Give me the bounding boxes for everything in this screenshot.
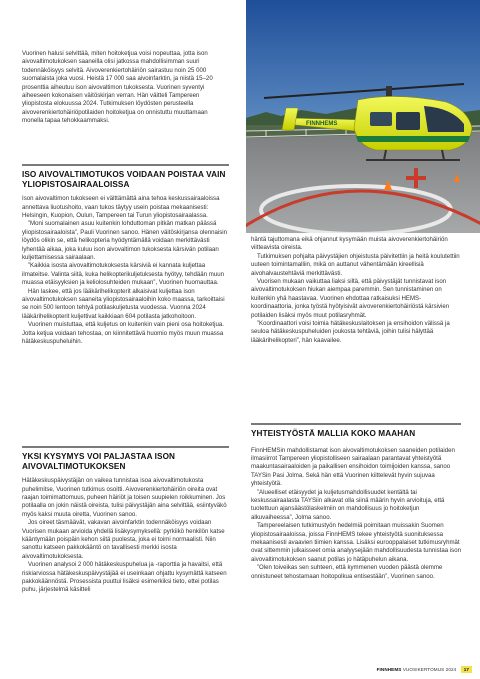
footer-brand: FINNHEMS — [376, 667, 402, 672]
section-divider — [22, 164, 229, 166]
page-footer — [377, 666, 472, 673]
section-3-paragraph: FinnHEMSin mahdollistamat ison aivovaltimotukoksen saaneiden potilaiden ilmasiirrot Tampereen yliopistolliseen sairaalaan parantavat yhteistyötä maakuntasairaaloiden ja paikallisen ensihoidon toimijoiden kanssa, sanoo TAYSin Pasi Jolma. Sekä hän että Vuorinen kiittelevät hyvin sujuvaa yhteistyötä. — [251, 446, 455, 488]
section-3-paragraph: ”Alueelliset etäisyydet ja kuljetusmahdollisuudet kentältä tai keskussairaalasta TAYSiin alkavat olla siinä määrin hyvin arvioituja, että tuotettuun ajansäästölaskelmiin on mahdollisuus jo hoitoketjun alkuvaiheessa”, Jolma sanoo. — [251, 488, 445, 521]
section-3 — [251, 423, 461, 581]
section-1 — [22, 164, 229, 347]
section-2-paragraph: Hätäkeskuspäivystäjän on vaikea tunnistaa isoa aivovaltimotukosta puhelimitse, Vuorinen tutkimus osoitti. Aivoverenkiertohäiriön oireita ovat raajan toimimattomuus, puheen häiriöt ja toisen suupielen roikkuminen. Jos potilaalla on jokin näistä oireista, tulisi päivystäjän aina selvittää, esiintyväkö myös kaksi muuta oiretta, Vuorinen sanoo. — [22, 477, 227, 518]
svg-text:FINNHEMS: FINNHEMS — [306, 121, 338, 127]
section-3-heading: YHTEISTYÖSTÄ MALLIA KOKO MAAHAN — [251, 429, 416, 438]
section-1-heading: ISO AIVOVALTIMOTUKOS VOIDAAN POISTAA VAIN YLIOPISTOSAIRAALOISSA — [22, 170, 226, 189]
section-1-paragraph: ”Kaikkia isosta aivovaltimotukoksesta kärsiviä ei kannata kuljettaa ilmateitse. Valinta siitä, kuka helikopterikuljetuksesta hyötyy, tehdään muun muassa etäisyyksien ja keliolosuhteiden mukaan”, Vuorinen huomauttaa. — [22, 262, 224, 287]
column-right-paragraph: Tutkimuksen pohjalta päivystäjien ohjeistusta päivitettiin ja heitä koulutettiin uuteen toimintamalliin, mikä on auttanut vähentämään kireellisiä aivohalvaustehtäviä merkittävästi. — [251, 252, 460, 277]
column-right — [251, 236, 461, 345]
section-2-paragraph: Jos oireet täsmäävät, vakavan aivoinfarktin todennäköisyys voidaan Vuorisen mukaan arvioida yhdellä lisäkysymyksellä: pyrkiikö henkilön katse kääntymään poispäin kehon siitä puolesta, joka ei toimi normaalisti. Niin sanottu katseen pakkokääntö on tavallisesti merkki isosta aivovaltimotukoksesta. — [22, 519, 225, 560]
section-1-paragraph: Ison aivovaltimon tukokseen ei välttämättä aina tehoa keskussairaaloissa annettava liuotushoito, vaan tukos täytyy usein poistaa mekaanisesti: Helsingin, Kuopion, Oulun, Tampereen tai Turun yliopistosairaalassa. — [22, 195, 220, 219]
footer-report: VUOSIKERTOMUS 2024 — [402, 667, 457, 672]
helicopter-photo-icon — [246, 0, 480, 233]
intro-paragraph: Vuorinen halusi selvittää, miten hoitoketjua voisi nopeuttaa, jotta ison aivovaltimotukoksen saaneilla olisi jatkossa mahdollisimman suuri todennäköisyys selvitä. Aivoverenkiertohäiriön sairastuu noin 25 000 suomalaista joka vuosi. Heistä 17 000 saa aivoinfarktin, ja niistä 15–20 prosenttia aiheutuu ison aivovaltimon tukoksesta. Vuorinen syventyi aiheeseen kokonaisen väitöskirjan verran. Hän väitteli Tampereen yliopistosta elokuussa 2024. Tutkimuksen löydösten perusteella aivoverenkiertohäiriöpotilaiden hoitoketjua on onnistuttu muuttamaan monella tapaa tehokkaammaksi. — [22, 50, 213, 125]
section-3-paragraph: Tampereelaisen tutkimustyön hedelmiä poimitaan muissakin Suomen yliopistosairaaloissa, joissa FinnHEMS tekee yhteistyötä suonituksessa mekaanisesti avaavien tiimien kanssa. Lisäksi eurooppalaiset tutkimusryhmät ovat sittemmin julkaisseet omia analyysejään mahdollisuudesta tunnistaa ison aivovaltimotukoksen saanut potilas jo hätäpuhelun aikana. — [251, 522, 462, 563]
page-number: 17 — [461, 666, 472, 673]
column-right-paragraph: Vuorisen mukaan vaikuttaa liaksi siltä, että päivystäjät tunnistavat ison aivovaltimotukoksen hiukan aiempaa paremmin. Sen tunnistaminen on kuitenkin yhä haastavaa. Vuorinen ehdottaa ratkaisuksi HEMS-koordinaattoria, jonka työstä hyötyisivät aivoverenkiertohäiriöstä kärsivien potilaiden lisäksi myös muut potilasryhmät. — [251, 278, 450, 319]
section-3-paragraph: ”Olen toiveikas sen suhteen, että kymmenen vuoden päästä olemme onnistuneet tehostamaan hoitopolkua entisestään”, Vuorinen sanoo. — [251, 564, 443, 580]
column-left — [22, 50, 229, 126]
section-divider — [251, 423, 461, 425]
helicopter-photo — [246, 0, 480, 233]
section-2-heading: YKSI KYSYMYS VOI PALJASTAA ISON AIVOVALTIMOTUKOKSEN — [22, 452, 176, 471]
section-divider — [22, 446, 229, 448]
section-1-paragraph: Hän laskee, että jos lääkärihelikopterit alkaisivat kuljettaa ison aivovaltimotukoksen saaneita yliopistosairaaloihin koko maassa, tarkoittaisi se noin 500 lentoon tehtyä potilaskuljetusta vuodessa. Vuonna 2024 lääkärihelikopterit kuljettivat kaikkiaan 604 potilasta jatkohoitoon. — [22, 287, 225, 320]
section-1-paragraph: ”Moni suomalainen asuu kuitenkin lohduttoman pitkän matkan päässä yliopistosairaaloista”, Pauli Vuorinen sanoo. Hänen väitöskirjansa olennaisin löydös olikin se, että helikopteria hyödyntämällä voidaan merkittävästi lyhentää aikaa, joka kuluu ison aivovaltimon tukoksesta kärsivän potilaan kuljettamisessa sairaalaan. — [22, 220, 228, 262]
column-right-paragraph: ”Koordinaattori voisi toimia hätäkeskuslaitoksen ja ensihoidon välissä ja seuloa hätäkeskuspuheluiden joukosta tehtäviä, joihin tulisi hälyttää lääkärihelikopteri”, hän kaavailee. — [251, 320, 450, 344]
section-1-paragraph: Vuorinen muistuttaa, että kuljetus on kuitenkin vain pieni osa hoitoketjua. Jotta ketjua voidaan tehostaa, on kiinnitettävä huomio myös muun muassa hätäkeskuspuheluihin. — [22, 321, 224, 346]
section-2-paragraph: Vuorinen analysoi 2 000 hätäkeskuspuhelua ja -raporttia ja havaitsi, että riskiarviossa hätäkeskuspäivystäjää ei useinkaan ohjattu kysymättä katseen pakkokäännöstä. Prosessista puuttui lisäksi esimerkiksi tieto, ettei potilas puhu, järjestelmä käsitteli — [22, 561, 227, 594]
column-right-paragraph: häntä tajuttomana eikä ohjannut kysymään muista aivoverenkiertohäiriön viitteavista oireista. — [251, 236, 448, 252]
section-2 — [22, 446, 229, 595]
